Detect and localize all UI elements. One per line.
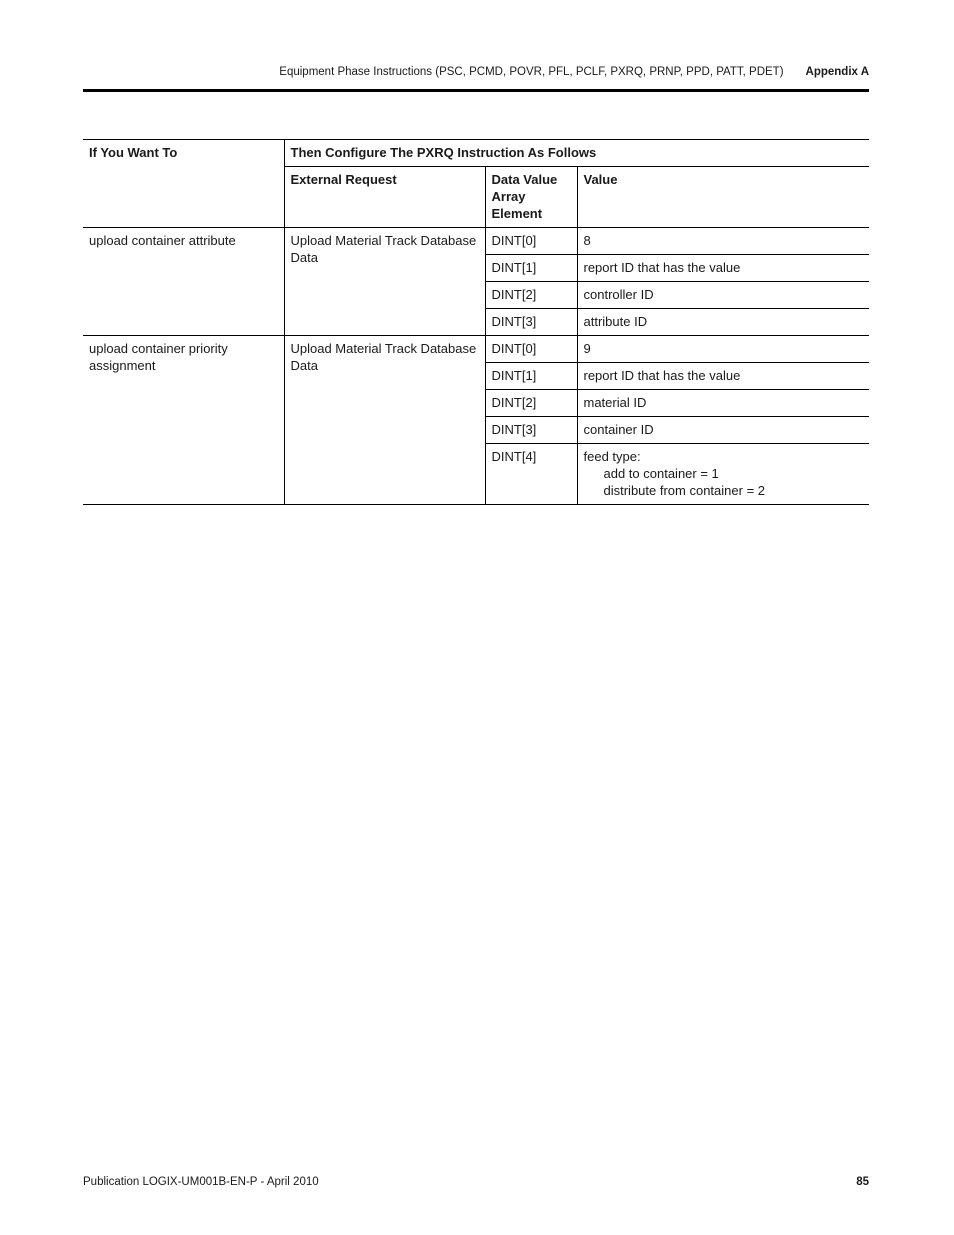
header-title: Equipment Phase Instructions (PSC, PCMD, POVR, PFL, PCLF, PXRQ, PRNP, PPD, PATT, PDET) [279, 66, 784, 78]
appendix-label: Appendix A [805, 66, 869, 78]
page-number: 85 [856, 1176, 869, 1188]
element-cell: DINT[3] [485, 309, 577, 336]
table-row [83, 336, 869, 363]
value-cell: controller ID [583, 287, 654, 302]
value-cell: attribute ID [583, 314, 648, 329]
request-cell: Upload Material Track Database Data [284, 336, 485, 505]
value-cell: report ID that has the value [583, 368, 741, 383]
col-header-element-line2: Array Element [491, 189, 543, 221]
element-cell: DINT[1] [485, 255, 577, 282]
element-cell: DINT[0] [485, 228, 577, 255]
value-text: feed type: [583, 449, 641, 464]
value-subline: add to container = 1 [603, 466, 719, 481]
col-header-element [485, 167, 577, 228]
col-header-element-line1: Data Value [491, 172, 558, 187]
value-cell: report ID that has the value [583, 260, 741, 275]
element-cell: DINT[1] [485, 363, 577, 390]
want-cell: upload container priority assignment [83, 336, 284, 505]
value-subline: distribute from container = 2 [603, 483, 765, 498]
value-cell: 9 [583, 341, 591, 356]
value-cell: material ID [583, 395, 647, 410]
col-header-want: If You Want To [83, 140, 284, 228]
element-cell: DINT[2] [485, 390, 577, 417]
table-header-row [83, 140, 869, 167]
publication-footer: Publication LOGIX-UM001B-EN-P - April 2010 [83, 1176, 319, 1188]
element-cell: DINT[4] [485, 444, 577, 505]
table-row [83, 228, 869, 255]
element-cell: DINT[0] [485, 336, 577, 363]
running-header [83, 66, 869, 84]
pxrq-config-table [83, 139, 869, 505]
header-rule [83, 89, 869, 92]
value-cell: 8 [583, 233, 591, 248]
col-header-request: External Request [284, 167, 485, 228]
col-header-group: Then Configure The PXRQ Instruction As Follows [284, 140, 869, 167]
want-cell: upload container attribute [83, 228, 284, 336]
value-cell: container ID [583, 422, 654, 437]
col-header-value: Value [583, 172, 618, 187]
element-cell: DINT[3] [485, 417, 577, 444]
request-cell: Upload Material Track Database Data [284, 228, 485, 336]
element-cell: DINT[2] [485, 282, 577, 309]
value-cell [577, 444, 869, 505]
